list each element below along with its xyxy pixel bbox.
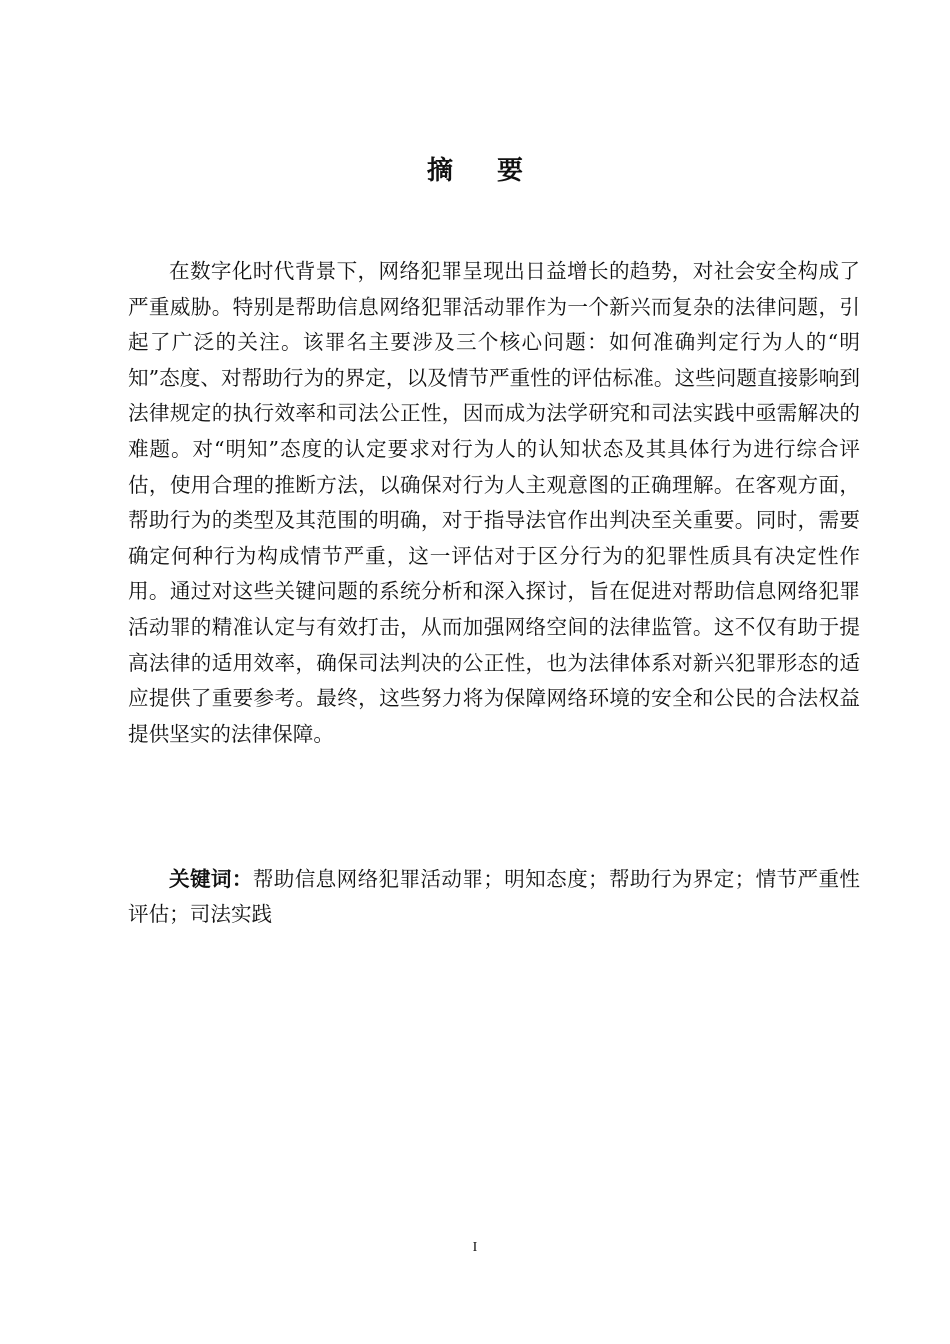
keywords-text: 帮助信息网络犯罪活动罪；明知态度；帮助行为界定；情节严重性评估；司法实践 [128,867,861,926]
page-number: I [472,1240,478,1255]
page-title: 摘要 [426,156,567,186]
keywords-paragraph [128,862,860,932]
keywords-label: 关键词： [169,867,253,891]
abstract-paragraph: 在数字化时代背景下，网络犯罪呈现出日益增长的趋势，对社会安全构成了严重威胁。特别是帮助信息网络犯罪活动罪作为一个新兴而复杂的法律问题，引起了广泛的关注。该罪名主要涉及三个核心问题：如何准确判定行为人的“明知”态度、对帮助行为的界定，以及情节严重性的评估标准。这些问题直接影响到法律规定的执行效率和司法公正性，因而成为法学研究和司法实践中亟需解决的难题。对“明知”态度的认定要求对行为人的认知状态及其具体行为进行综合评估，使用合理的推断方法，以确保对行为人主观意图的正确理解。在客观方面，帮助行为的类型及其范围的明确，对于指导法官作出判决至关重要。同时，需要确定何种行为构成情节严重，这一评估对于区分行为的犯罪性质具有决定性作用。通过对这些关键问题的系统分析和深入探讨，旨在促进对帮助信息网络犯罪活动罪的精准认定与有效打击，从而加强网络空间的法律监管。这不仅有助于提高法律的适用效率，确保司法判决的公正性，也为法律体系对新兴犯罪形态的适应提供了重要参考。最终，这些努力将为保障网络环境的安全和公民的合法权益提供坚实的法律保障。 [128,259,860,746]
